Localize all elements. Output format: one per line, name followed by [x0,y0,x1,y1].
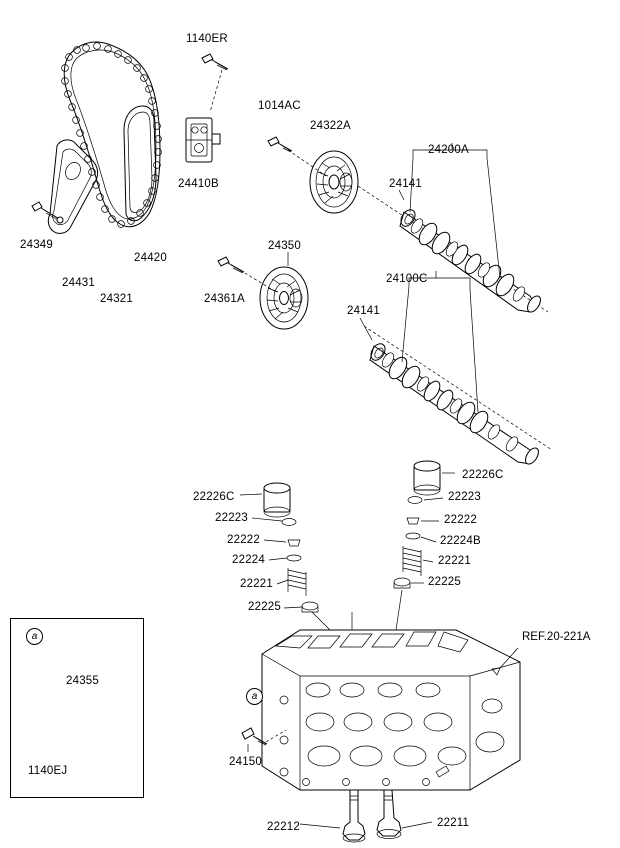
label-24141-top: 24141 [389,178,422,190]
cvvt-sprocket-24322A [310,151,358,213]
label-1140ER: 1140ER [186,33,228,45]
label-24350: 24350 [268,240,301,252]
timing-chain-24321 [62,42,162,227]
label-22224B: 22224B [440,535,481,547]
label-1140EJ: 1140EJ [28,765,68,777]
valve-22212 [343,790,365,842]
label-24355: 24355 [66,675,99,687]
label-24361A: 24361A [204,293,245,305]
label-22221-left: 22221 [240,578,273,590]
bolt-24349 [32,202,63,223]
bolt-24361A [218,257,244,273]
label-22226C-right: 22226C [462,469,504,481]
label-22224-left: 22224 [232,554,265,566]
label-22223-right: 22223 [448,491,481,503]
label-24141-bottom: 24141 [347,305,380,317]
bolt-1014AC [268,137,292,152]
label-24321: 24321 [100,293,133,305]
cylinder-head [262,630,520,790]
tensioner-arm-24420 [124,106,156,221]
label-24410B: 24410B [178,178,219,190]
label-24100C: 24100C [386,273,428,285]
label-22223-left: 22223 [215,512,248,524]
inset-marker-a: a [26,628,43,645]
chain-tensioner-24410B [186,118,220,162]
head-marker-a: a [246,688,263,705]
label-22222-right: 22222 [444,514,477,526]
label-24420: 24420 [134,252,167,264]
bolt-1140ER [202,54,228,70]
label-24431: 24431 [62,277,95,289]
label-22222-left: 22222 [227,534,260,546]
label-24349: 24349 [20,239,53,251]
bolt-24150 [242,728,267,745]
chain-guide-24431 [48,140,97,233]
label-1014AC: 1014AC [258,100,301,112]
camshaft-24200A [358,186,548,314]
cvvt-pulley-24350 [260,267,308,329]
camshaft-24100C [364,326,552,466]
valve-parts-right [394,461,440,588]
label-22221-right: 22221 [438,555,471,567]
label-24322A: 24322A [310,120,351,132]
label-24150: 24150 [229,756,262,768]
label-22211: 22211 [437,817,470,829]
valve-22211 [377,790,401,839]
label-22226C-left: 22226C [193,491,235,503]
label-24200A: 24200A [428,144,469,156]
label-22212: 22212 [267,821,300,833]
label-22225-right: 22225 [428,576,461,588]
reference-label: REF.20-221A [522,631,591,643]
label-22225-left: 22225 [248,601,281,613]
valve-parts-left [264,483,318,612]
